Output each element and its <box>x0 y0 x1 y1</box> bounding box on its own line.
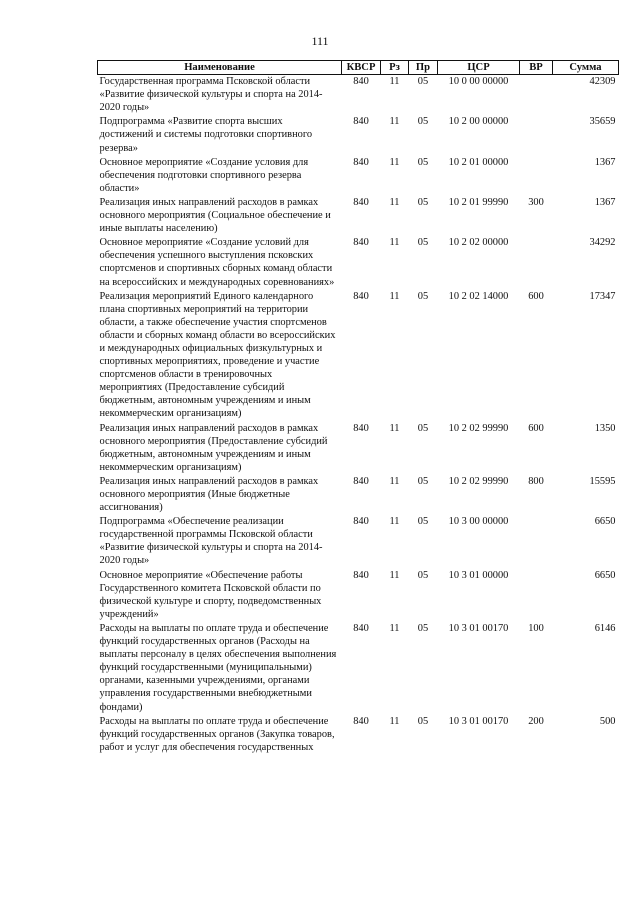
row-pr-cell: 05 <box>417 475 429 487</box>
row-sum-cell: 1350 <box>594 422 616 434</box>
row-rz-cell: 11 <box>389 290 400 302</box>
table-row <box>98 156 619 196</box>
row-sum-cell: 42309 <box>589 76 616 88</box>
row-csr-cell: 10 2 02 99990 <box>448 422 509 434</box>
row-kvsr-cell: 840 <box>353 116 369 128</box>
row-kvsr-cell: 840 <box>353 196 369 208</box>
row-rz-cell: 11 <box>389 196 400 208</box>
row-rz-cell: 11 <box>389 569 400 581</box>
row-kvsr-cell: 840 <box>353 422 369 434</box>
row-pr-cell: 05 <box>417 622 429 634</box>
header-kvsr: КВСР <box>342 61 381 75</box>
row-vr-cell: 800 <box>528 475 544 487</box>
table-row <box>98 422 619 475</box>
row-name-cell: Государственная программа Псковской области «Развитие физической культуры и спорта на 2014-2020 годы» <box>99 76 323 114</box>
row-csr-cell: 10 2 02 00000 <box>448 237 509 249</box>
row-kvsr-cell: 840 <box>353 715 369 727</box>
row-pr-cell: 05 <box>417 516 429 528</box>
row-kvsr-cell: 840 <box>353 237 369 249</box>
row-kvsr-cell: 840 <box>353 76 369 88</box>
row-rz-cell: 11 <box>389 622 400 634</box>
row-pr-cell: 05 <box>417 715 429 727</box>
row-csr-cell: 10 2 02 14000 <box>448 290 509 302</box>
row-vr-cell <box>520 115 553 155</box>
row-kvsr-cell: 840 <box>353 156 369 168</box>
row-name-cell: Реализация иных направлений расходов в рамках основного мероприятия (Социальное обеспечение и иные выплаты населению) <box>99 196 331 235</box>
row-name-cell: Основное мероприятие «Обеспечение работы Государственного комитета Псковской области по физической культуре и спорту, подведомственных учреждений» <box>99 569 322 620</box>
header-csr: ЦСР <box>438 61 520 75</box>
row-rz-cell: 11 <box>389 116 400 128</box>
row-csr-cell: 10 3 01 00000 <box>448 569 509 581</box>
row-kvsr-cell: 840 <box>353 290 369 302</box>
row-sum-cell: 35659 <box>589 116 616 128</box>
table-row <box>98 515 619 568</box>
row-csr-cell: 10 2 00 00000 <box>448 116 509 128</box>
row-name-cell: Подпрограмма «Обеспечение реализации государственной программы Псковской области «Развитие физической культуры и спорта на 2014-2020 годы» <box>99 516 323 567</box>
page-number: 111 <box>311 34 329 48</box>
row-sum-cell: 17347 <box>589 290 616 302</box>
row-csr-cell: 10 2 02 99990 <box>448 475 509 487</box>
header-pr: Пр <box>409 61 438 75</box>
row-vr-cell: 600 <box>528 290 544 302</box>
row-csr-cell: 10 3 01 00170 <box>448 715 509 727</box>
row-rz-cell: 11 <box>389 715 400 727</box>
row-sum-cell: 6650 <box>594 516 616 528</box>
row-csr-cell: 10 3 00 00000 <box>448 516 509 528</box>
row-vr-cell: 600 <box>528 422 544 434</box>
table-row <box>98 569 619 622</box>
table-row <box>98 475 619 515</box>
table-row <box>98 715 619 755</box>
row-vr-cell: 300 <box>528 196 544 208</box>
table-row <box>98 236 619 289</box>
header-name: Наименование <box>98 61 342 75</box>
row-name-cell: Реализация мероприятий Единого календарного плана спортивных мероприятий на территории области, а также обеспечение участия спортсменов области и сборных команд области во всероссийских и международных официальных физкультурных и спортивных мероприятиях, проведение и участие спортсменов области в тренировочных мероприятиях (Предоставление субсидий бюджетным, автономным учреждениям и иным некоммерческим организациям) <box>99 290 336 420</box>
row-rz-cell: 11 <box>389 475 400 487</box>
row-name-cell: Расходы на выплаты по оплате труда и обеспечение функций государственных органов (Закупка товаров, работ и услуг для обеспечения государственных <box>99 715 335 753</box>
row-sum-cell: 1367 <box>594 196 616 208</box>
row-name-cell: Расходы на выплаты по оплате труда и обеспечение функций государственных органов (Расходы на выплаты персоналу в целях обеспечения выполнения функций государственными (муниципальными) органами, казенными учреждениями, органами управления государственными внебюджетными фондами) <box>99 622 337 713</box>
row-name-cell: Реализация иных направлений расходов в рамках основного мероприятия (Иные бюджетные ассигнования) <box>99 475 319 514</box>
row-pr-cell: 05 <box>417 116 429 128</box>
table-row <box>98 290 619 422</box>
row-sum-cell: 34292 <box>589 237 616 249</box>
row-csr-cell: 10 0 00 00000 <box>448 76 509 88</box>
row-name-cell: Основное мероприятие «Создание условий для обеспечения успешного выступления псковских спортсменов и спортивных сборных команд области на всероссийских и международных соревнованиях» <box>99 237 335 288</box>
row-kvsr-cell: 840 <box>353 622 369 634</box>
row-csr-cell: 10 2 01 99990 <box>448 196 509 208</box>
header-vr: ВР <box>520 61 553 75</box>
row-rz-cell: 11 <box>389 422 400 434</box>
row-pr-cell: 05 <box>417 76 429 88</box>
row-vr-cell: 200 <box>528 715 544 727</box>
table-header-row <box>98 61 619 75</box>
row-pr-cell: 05 <box>417 156 429 168</box>
row-vr-cell <box>520 156 553 196</box>
budget-table <box>97 60 619 755</box>
row-name-cell: Подпрограмма «Развитие спорта высших достижений и системы подготовки спортивного резерва» <box>99 116 313 154</box>
row-sum-cell: 1367 <box>594 156 616 168</box>
row-rz-cell: 11 <box>389 237 400 249</box>
row-sum-cell: 6146 <box>594 622 616 634</box>
header-sum: Сумма <box>553 61 619 75</box>
row-name-cell: Реализация иных направлений расходов в рамках основного мероприятия (Предоставление субсидий бюджетным, автономным учреждениям и иным некоммерческим организациям) <box>99 422 328 473</box>
row-sum-cell: 15595 <box>589 475 616 487</box>
table-row <box>98 115 619 155</box>
row-rz-cell: 11 <box>389 516 400 528</box>
row-pr-cell: 05 <box>417 569 429 581</box>
row-vr-cell <box>520 569 553 622</box>
row-vr-cell <box>520 236 553 289</box>
table-row <box>98 622 619 715</box>
row-kvsr-cell: 840 <box>353 569 369 581</box>
row-pr-cell: 05 <box>417 422 429 434</box>
row-pr-cell: 05 <box>417 196 429 208</box>
row-csr-cell: 10 3 01 00170 <box>448 622 509 634</box>
header-rz: Рз <box>381 61 409 75</box>
row-kvsr-cell: 840 <box>353 516 369 528</box>
row-pr-cell: 05 <box>417 290 429 302</box>
row-vr-cell <box>520 515 553 568</box>
row-rz-cell: 11 <box>389 156 400 168</box>
row-csr-cell: 10 2 01 00000 <box>448 156 509 168</box>
row-sum-cell: 6650 <box>594 569 616 581</box>
row-vr-cell: 100 <box>528 622 544 634</box>
row-pr-cell: 05 <box>417 237 429 249</box>
row-kvsr-cell: 840 <box>353 475 369 487</box>
row-sum-cell: 500 <box>599 715 616 727</box>
row-name-cell: Основное мероприятие «Создание условия для обеспечения подготовки спортивного резерва области» <box>99 156 309 194</box>
row-rz-cell: 11 <box>389 76 400 88</box>
row-vr-cell <box>520 75 553 116</box>
table-row <box>98 196 619 236</box>
table-row <box>98 75 619 116</box>
